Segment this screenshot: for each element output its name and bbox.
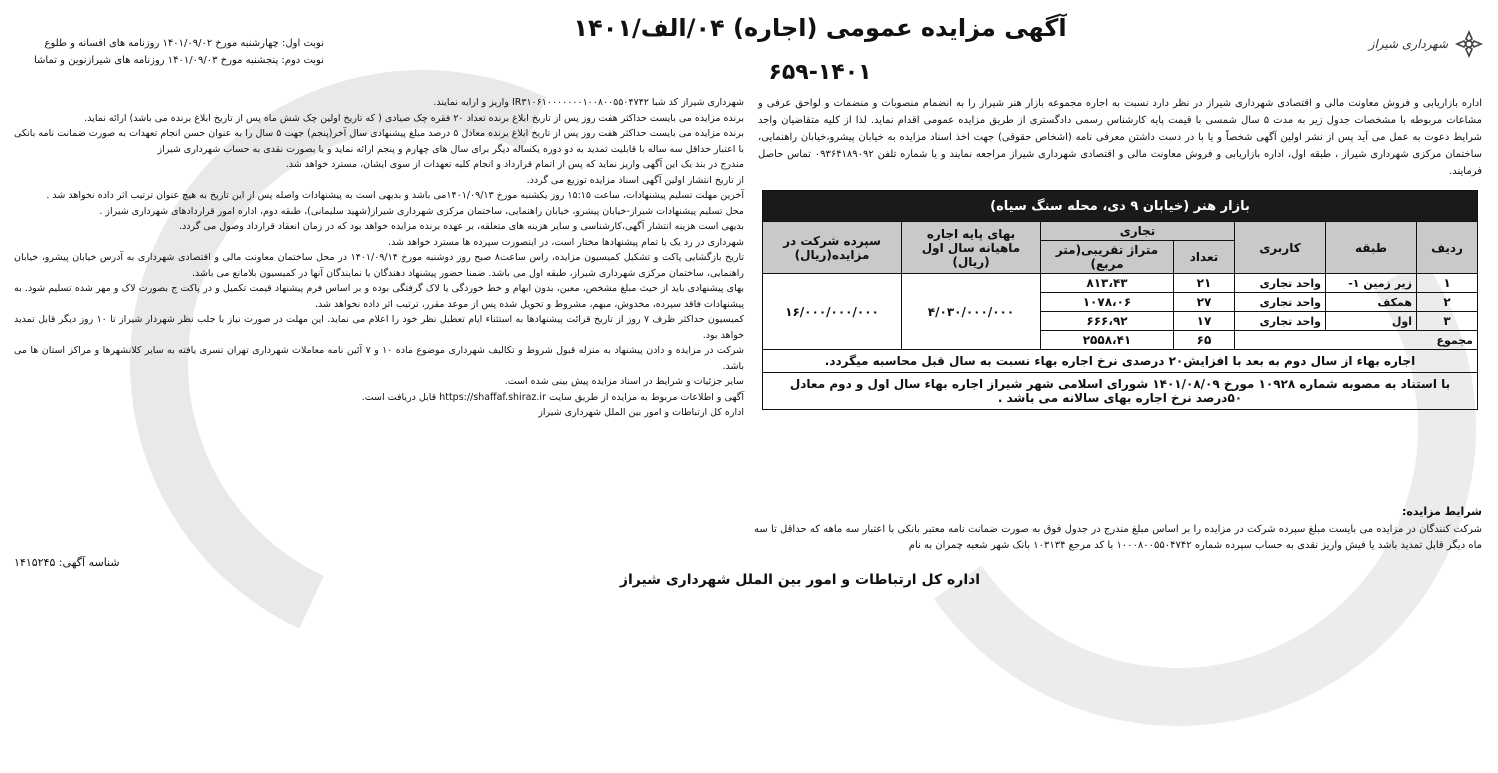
header-usage: کاربری — [1235, 222, 1326, 274]
watermark-arc-right — [833, 83, 1498, 773]
table-caption: بازار هنر (خیابان ۹ دی، محله سنگ سیاه) — [763, 191, 1478, 222]
ad-identifier: شناسه آگهی: ۱۴۱۵۲۴۵ — [14, 556, 120, 569]
term-paragraph: شهرداری شیراز کد شبا IR۳۱۰۶۱۰۰۰۰۰۰۰۱۰۰۸۰۰۵۵۰۴۷۴۲ واریز و ارایه نمایند. — [433, 97, 744, 108]
footer-signature: اداره کل ارتباطات و امور بین الملل شهرداری شیراز — [619, 572, 981, 588]
notice-title: آگهی مزایده عمومی (اجاره) ۰۴/الف/۱۴۰۱ — [573, 14, 1067, 42]
term-paragraph: برنده مزایده می بایست حداکثر هفت روز پس از تاریخ ابلاغ برنده معادل ۵ درصد مبلغ پیشنهادی سال آخر(پنجم) جهت ۵ سال را به عنوان حسن انجام تعهدات به صورت ضمانت نامه بانکی با اعتبار حداقل سه ساله با قابلیت تمدید به دو دوره یکساله دیگر برای سال های چهارم و پنجم ارائه نماید و یا بصورت نقدی به حساب شهرداری شیراز — [14, 128, 744, 155]
term-paragraph: از تاریخ انتشار اولین آگهی اسناد مزایده توزیع می گردد. — [526, 174, 744, 186]
cell-area: ۸۱۳،۴۳ — [1041, 274, 1174, 293]
total-label: مجموع — [1235, 331, 1478, 350]
header-floor: طبقه — [1326, 222, 1417, 274]
header-row-number: ردیف — [1417, 222, 1478, 274]
term-paragraph: شرکت در مزایده و دادن پیشنهاد به منزله قبول شروط و تکالیف شهرداری موضوع ماده ۱۰ و ۷ آئین نامه معاملات شهرداری تهران تسری یافته به سایر کلانشهرها و مراکز استان ها می باشد. — [14, 345, 744, 372]
cell-count: ۲۷ — [1174, 293, 1235, 312]
cell-floor: زیر زمین ۱- — [1326, 274, 1417, 293]
term-paragraph: سایر جزئیات و شرایط در اسناد مزایده پیش بینی شده است. — [504, 376, 744, 387]
table-note-rent-increase: اجاره بهاء از سال دوم به بعد با افزایش۲۰ درصدی نرخ اجاره بهاء نسبت به سال قبل محاسبه میگردد. — [763, 350, 1478, 373]
term-paragraph: آگهی و اطلاعات مربوط به مزایده از طریق سایت https://shaffaf.shiraz.ir قابل دریافت است. — [361, 391, 744, 403]
auction-table — [762, 190, 1478, 410]
total-count: ۶۵ — [1174, 331, 1235, 350]
term-paragraph: کمیسیون حداکثر ظرف ۷ روز از تاریخ قرائت پیشنهادها به استثناء ایام تعطیل نظر خود را اعلام می نماید. این مهلت در صورت نیاز با جلب نظر شهردار شیراز تا ۱۰ روز دیگر قابل تمدید خواهد بود. — [14, 314, 744, 341]
cell-usage: واحد تجاری — [1235, 274, 1326, 293]
cell-row: ۳ — [1417, 312, 1478, 331]
term-paragraph: شهرداری در رد یک یا تمام پیشنهادها مختار است، در اینصورت سپرده ها مسترد خواهد شد. — [388, 236, 744, 248]
header-deposit: سپرده شرکت در مزایده(ریال) — [763, 222, 902, 274]
cell-floor: اول — [1326, 312, 1417, 331]
intro-paragraph: اداره بازاریابی و فروش معاونت مالی و اقتصادی شهرداری شیراز در نظر دارد نسبت به اجاره مجموعه بازار هنر شیراز را به انضمام منصوبات و منضمات و لواحق عرفی و مشاعات مربوطه با مشخصات جدول زیر به مدت ۵ سال شمسی با قیمت پایه کارشناس رسمی دادگستری از طریق مزایده عمومی اقدام نماید. لذا از کلیه متقاضیان واجد شرایط دعوت به عمل می آید پس از نشر اولین آگهی شخصاً و یا با در دست داشتن معرفی نامه (اشخاص حقوقی) جهت اخذ اسناد مزایده به خیابان پیشرو،خیابان راهنمایی، ساختمان مرکزی شهرداری شیراز ، طبقه اول، اداره بازاریابی و فروش معاونت مالی و اقتصادی شهرداری شیراز مراجعه نمایند و یا شماره تلفن ۰۹۳۶۴۱۸۹۰۹۲ تماس حاصل فرمایند. — [758, 98, 1482, 177]
total-area: ۲۵۵۸،۴۱ — [1041, 331, 1174, 350]
term-paragraph: تاریخ بازگشایی پاکت و تشکیل کمیسیون مزایده، راس ساعت۸ صبح روز دوشنبه مورخ ۱۴۰۱/۰۹/۱۴ در محل ساختمان معاونت مالی و اقتصادی شهرداری به آدرس خیابان پیشرو، خیابان راهنمایی، ساختمان مرکزی شهرداری شیراز، طبقه اول می باشد. ضمنا حضور پیشنهاد دهندگان یا نمایندگان آنها در کمیسیون بلامانع می باشد. — [14, 252, 745, 279]
cell-area: ۶۶۶،۹۲ — [1041, 312, 1174, 331]
cell-deposit: ۱۶/۰۰۰/۰۰۰/۰۰۰ — [763, 274, 902, 350]
header-area: متراژ تقریبی(متر مربع) — [1041, 241, 1174, 274]
cell-row: ۱ — [1417, 274, 1478, 293]
term-paragraph: مندرج در بند یک این آگهی واریز نماید که پس از اتمام قرارداد و انجام کلیه تعهدات از سوی ایشان، مسترد خواهد شد. — [285, 159, 744, 170]
cell-count: ۲۱ — [1174, 274, 1235, 293]
cell-area: ۱۰۷۸،۰۶ — [1041, 293, 1174, 312]
notice-number: ۶۵۹-۱۴۰۱ — [768, 60, 872, 85]
term-paragraph: بدیهی است هزینه انتشار آگهی،کارشناسی و سایر هزینه های متعلقه، بر عهده برنده مزایده خواهد بود که در زمان انعقاد قرارداد وصول می گردد. — [179, 221, 744, 232]
term-paragraph: آخرین مهلت تسلیم پیشنهادات، ساعت ۱۵:۱۵ روز یکشنبه مورخ ۱۴۰۱/۰۹/۱۳می باشد و بدیهی است به پیشنهادات واصله پس از این تاریخ به هیچ عنوان ترتیب اثر داده نخواهد شد . — [46, 190, 744, 201]
publication-dates — [14, 35, 324, 69]
header-base-rent: بهای پایه اجاره ماهیانه سال اول (ریال) — [902, 222, 1041, 274]
table-note-council-resolution: با استناد به مصوبه شماره ۱۰۹۲۸ مورخ ۱۴۰۱/۰۸/۰۹ شورای اسلامی شهر شیراز اجاره بهاء سال اول و دوم معادل ۵۰درصد نرخ اجاره بهای سالانه می باشد . — [763, 373, 1478, 410]
cell-usage: واحد تجاری — [1235, 293, 1326, 312]
publication-second: نوبت دوم: پنجشنبه مورخ ۱۴۰۱/۰۹/۰۳ روزنامه های شیرازنوین و تماشا — [33, 55, 324, 66]
header-commercial: تجاری — [1041, 222, 1235, 241]
cell-count: ۱۷ — [1174, 312, 1235, 331]
cell-usage: واحد تجاری — [1235, 312, 1326, 331]
header-count: تعداد — [1174, 241, 1235, 274]
cell-base-rent: ۴/۰۳۰/۰۰۰/۰۰۰ — [902, 274, 1041, 350]
publication-first: نوبت اول: چهارشنبه مورخ ۱۴۰۱/۰۹/۰۲ روزنامه های افسانه و طلوع — [44, 38, 324, 49]
cell-floor: همکف — [1326, 293, 1417, 312]
logo-text: شهرداری شیراز — [1368, 37, 1448, 51]
term-paragraph: بهای پیشنهادی باید از حیث مبلغ مشخص، معین، بدون ابهام و خط خوردگی یا لاک گرفتگی بوده و بر اساس فرم پیشنهاد قیمت تکمیل و در پاکت ج بصورت لاک و مهر شده تسلیم شود. به پیشنهادات فاقد سپرده، مخدوش، مبهم، مشروط و تحویل شده پس از موعد مقرر، ترتیب اثر داده نخواهد شد. — [14, 283, 744, 310]
auction-terms-body — [14, 95, 744, 421]
flower-logo-icon — [1454, 29, 1484, 59]
conditions-title: شرایط مزایده: — [1402, 505, 1482, 518]
term-paragraph: اداره کل ارتباطات و امور بین الملل شهرداری شیراز — [538, 407, 744, 418]
table-row — [763, 274, 1478, 293]
term-paragraph: محل تسلیم پیشنهادات شیراز-خیابان پیشرو، خیابان راهنمایی، ساختمان مرکزی شهرداری شیراز(شهید سلیمانی)، طبقه دوم، اداره امور قراردادهای شهرداری شیراز . — [99, 205, 744, 217]
term-paragraph: برنده مزایده می بایست حداکثر هفت روز پس از تاریخ ابلاغ برنده تعداد ۲۰ فقره چک صیادی ( که تاریخ اولین چک شش ماه پس از تاریخ ابلاغ برنده می باشد) ارائه نماید. — [84, 112, 744, 124]
conditions-text: شرکت کنندگان در مزایده می بایست مبلغ سپرده شرکت در مزایده را بر اساس مبلغ مندرج در جدول فوق به صورت ضمانت نامه معتبر بانکی با اعتبار سه ماهه که حداقل تا سه ماه دیگر قابل تمدید باشد یا فیش واریز نقدی به حساب سپرده شماره ۱۰۰۰۸۰۰۵۵۰۴۷۴۲ با کد مرجع ۱۰۳۱۳۴ بانک شهر شعبه چمران به نام — [754, 524, 1482, 551]
shiraz-municipality-logo — [1364, 22, 1484, 66]
cell-row: ۲ — [1417, 293, 1478, 312]
